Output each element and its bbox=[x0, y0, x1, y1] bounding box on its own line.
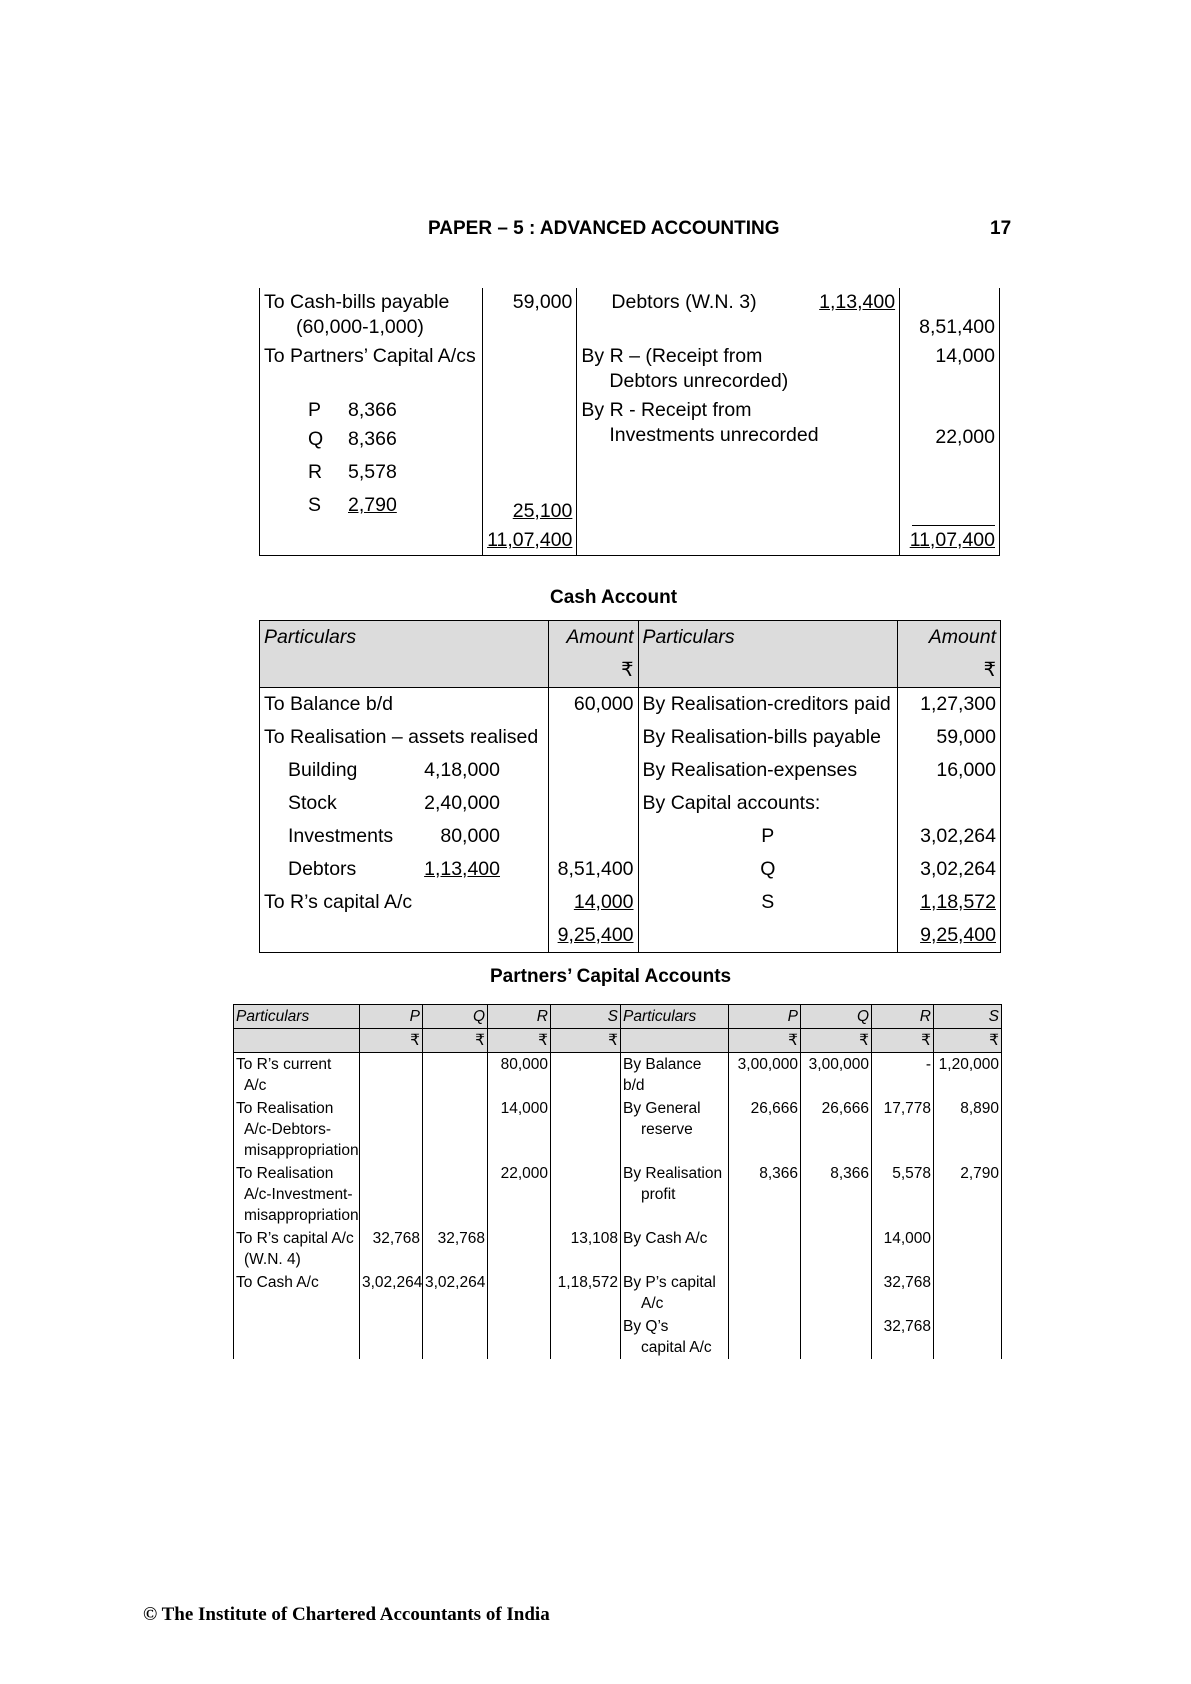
table-cell bbox=[360, 1227, 423, 1271]
cell-text: 8,890 bbox=[960, 1100, 999, 1117]
partners-total: 25,100 bbox=[512, 500, 573, 522]
table-cell bbox=[934, 1271, 1002, 1315]
table-cell bbox=[934, 1053, 1002, 1098]
table-cell bbox=[801, 1097, 872, 1162]
table-cell bbox=[551, 1271, 621, 1315]
capital-rows bbox=[234, 1053, 1002, 1360]
cell-text: By Balance b/d bbox=[623, 1056, 702, 1094]
col-header: Particulars bbox=[234, 1005, 360, 1029]
asset-value: 2,40,000 bbox=[424, 792, 500, 814]
inner-amount: 1,13,400 bbox=[819, 291, 896, 313]
table-row bbox=[234, 1053, 1002, 1098]
table-cell bbox=[815, 288, 900, 342]
cell-text: 26,666 bbox=[821, 1100, 869, 1117]
table-cell: By Realisation-creditors paid bbox=[638, 688, 898, 722]
realisation-continuation-table bbox=[259, 288, 1000, 556]
table-cell bbox=[729, 1162, 801, 1227]
page-title: PAPER – 5 : ADVANCED ACCOUNTING bbox=[428, 218, 780, 239]
table-cell bbox=[488, 1271, 551, 1315]
col-header: Particulars bbox=[638, 621, 898, 655]
rupee-symbol: ₹ bbox=[551, 1029, 621, 1053]
entry-sub: Debtors unrecorded) bbox=[609, 370, 789, 392]
cell-text: 14,000 bbox=[500, 1100, 548, 1117]
cell-text: (W.N. 4) bbox=[244, 1251, 301, 1268]
partner-value: 8,366 bbox=[348, 399, 397, 421]
table-cell bbox=[898, 886, 1001, 919]
table-cell bbox=[234, 1315, 360, 1359]
col-header: Particulars bbox=[260, 621, 549, 655]
table-cell bbox=[872, 1315, 934, 1359]
table-cell bbox=[260, 754, 549, 787]
cell-text: 13,108 bbox=[570, 1230, 618, 1247]
cell-text: 14,000 bbox=[883, 1230, 931, 1247]
table-cell bbox=[488, 1097, 551, 1162]
table-cell bbox=[621, 1271, 729, 1315]
cash-account-table bbox=[259, 620, 1001, 953]
table-cell bbox=[423, 1271, 488, 1315]
cell-text: To R’s current bbox=[236, 1056, 332, 1073]
rupee-symbol: ₹ bbox=[548, 654, 638, 688]
table-cell bbox=[488, 1227, 551, 1271]
partner-value: 8,366 bbox=[348, 428, 397, 450]
table-cell: 1,27,300 bbox=[898, 688, 1001, 722]
table-cell bbox=[260, 787, 549, 820]
table-cell bbox=[898, 919, 1001, 953]
cell-text: 1,18,572 bbox=[557, 1274, 618, 1291]
table-cell bbox=[621, 1053, 729, 1098]
cell-text: 8,366 bbox=[759, 1165, 798, 1182]
page-number: 17 bbox=[990, 218, 1012, 239]
table-cell bbox=[729, 1271, 801, 1315]
rupee-symbol: ₹ bbox=[801, 1029, 872, 1053]
col-header: S bbox=[551, 1005, 621, 1029]
table-cell: 16,000 bbox=[898, 754, 1001, 787]
table-cell bbox=[260, 526, 483, 556]
table-cell: 14,000 bbox=[900, 342, 1000, 396]
table-cell bbox=[548, 886, 638, 919]
table-cell bbox=[551, 1227, 621, 1271]
table-cell bbox=[234, 1227, 360, 1271]
table-cell bbox=[234, 1029, 360, 1053]
table-cell: By Realisation-expenses bbox=[638, 754, 898, 787]
partner-name: S bbox=[308, 494, 322, 516]
table-cell bbox=[423, 1227, 488, 1271]
rupee-symbol: ₹ bbox=[872, 1029, 934, 1053]
table-cell bbox=[548, 754, 638, 787]
cell-text: - bbox=[925, 1056, 931, 1073]
table-cell bbox=[872, 1162, 934, 1227]
table-cell bbox=[548, 787, 638, 820]
table-row bbox=[234, 1162, 1002, 1227]
table-cell bbox=[872, 1271, 934, 1315]
table-cell bbox=[801, 1227, 872, 1271]
table-cell bbox=[360, 1097, 423, 1162]
table-cell bbox=[483, 526, 577, 556]
partner-value: 2,790 bbox=[348, 494, 397, 516]
table-row bbox=[234, 1271, 1002, 1315]
rupee-symbol: ₹ bbox=[934, 1029, 1002, 1053]
cell-text: misappropriation bbox=[244, 1207, 359, 1224]
col-header: R bbox=[488, 1005, 551, 1029]
table-cell bbox=[621, 1029, 729, 1053]
table-cell bbox=[551, 1162, 621, 1227]
credit-total: 9,25,400 bbox=[920, 924, 996, 946]
table-cell bbox=[621, 1315, 729, 1359]
table-cell: 59,000 bbox=[483, 288, 577, 342]
cell-text: misappropriation bbox=[244, 1142, 359, 1159]
cell-text: By General bbox=[623, 1100, 701, 1117]
asset-name: Investments bbox=[288, 825, 394, 847]
cell-text: To R’s capital A/c bbox=[236, 1230, 354, 1247]
cell-text: 3,02,264 bbox=[425, 1274, 486, 1291]
rupee-symbol: ₹ bbox=[423, 1029, 488, 1053]
entry-label: By R - Receipt from bbox=[581, 399, 752, 421]
table-cell bbox=[801, 1053, 872, 1098]
table-cell bbox=[872, 1053, 934, 1098]
cell-text: By Q’s bbox=[623, 1318, 669, 1335]
table-cell: By Capital accounts: bbox=[638, 787, 898, 820]
table-cell bbox=[900, 526, 1000, 556]
table-cell bbox=[551, 1315, 621, 1359]
table-cell bbox=[548, 820, 638, 853]
table-cell bbox=[801, 1315, 872, 1359]
partner-name: Q bbox=[308, 428, 324, 450]
table-cell bbox=[488, 1053, 551, 1098]
cell-text: 5,578 bbox=[892, 1165, 931, 1182]
cell-text: A/c-Debtors- bbox=[244, 1121, 331, 1138]
cell-text: 2,790 bbox=[960, 1165, 999, 1182]
debit-total: 9,25,400 bbox=[557, 924, 634, 946]
entry-sub: Investments unrecorded bbox=[609, 424, 819, 446]
table-cell bbox=[729, 1315, 801, 1359]
cell-text: By P’s capital bbox=[623, 1274, 716, 1291]
table-cell bbox=[260, 919, 549, 953]
cell-text: 32,768 bbox=[883, 1318, 931, 1335]
table-cell: S bbox=[638, 886, 898, 919]
table-cell bbox=[900, 396, 1000, 526]
table-cell bbox=[423, 1162, 488, 1227]
rupee-symbol: ₹ bbox=[729, 1029, 801, 1053]
col-header: Q bbox=[801, 1005, 872, 1029]
cell-text: A/c-Investment- bbox=[244, 1186, 353, 1203]
cell-text: profit bbox=[641, 1186, 676, 1203]
entry-label: To Cash-bills payable bbox=[264, 291, 450, 313]
cell-text: To Realisation bbox=[236, 1100, 334, 1117]
table-cell bbox=[551, 1097, 621, 1162]
table-cell bbox=[577, 342, 900, 396]
col-header: Particulars bbox=[621, 1005, 729, 1029]
table-cell bbox=[423, 1315, 488, 1359]
table-cell bbox=[234, 1271, 360, 1315]
table-cell bbox=[934, 1097, 1002, 1162]
col-header: R bbox=[872, 1005, 934, 1029]
table-cell: P bbox=[638, 820, 898, 853]
table-cell bbox=[488, 1162, 551, 1227]
table-cell bbox=[638, 654, 898, 688]
table-cell: By Realisation-bills payable bbox=[638, 721, 898, 754]
entry-label: By R – (Receipt from bbox=[581, 345, 763, 367]
table-cell bbox=[483, 342, 577, 396]
entry-sub: (60,000-1,000) bbox=[296, 316, 424, 338]
cell-text: By Cash A/c bbox=[623, 1230, 708, 1247]
cell-text: reserve bbox=[641, 1121, 693, 1138]
table-cell bbox=[801, 1271, 872, 1315]
table-cell bbox=[260, 654, 549, 688]
asset-value: 4,18,000 bbox=[424, 759, 500, 781]
cell-text: 8,366 bbox=[830, 1165, 869, 1182]
table-cell bbox=[423, 1097, 488, 1162]
cell-text: 80,000 bbox=[500, 1056, 548, 1073]
table-cell: Q bbox=[638, 853, 898, 886]
table-row bbox=[234, 1227, 1002, 1271]
table-cell bbox=[638, 919, 898, 953]
table-cell bbox=[872, 1227, 934, 1271]
table-cell bbox=[729, 1097, 801, 1162]
table-cell bbox=[360, 1162, 423, 1227]
capital-value: 1,18,572 bbox=[920, 891, 996, 913]
table-cell: To R’s capital A/c bbox=[260, 886, 549, 919]
col-header: P bbox=[360, 1005, 423, 1029]
table-cell bbox=[621, 1097, 729, 1162]
table-cell bbox=[423, 1053, 488, 1098]
table-cell: 8,51,400 bbox=[900, 288, 1000, 342]
table-cell bbox=[898, 787, 1001, 820]
table-cell: 8,51,400 bbox=[548, 853, 638, 886]
table-cell bbox=[621, 1162, 729, 1227]
table-cell bbox=[621, 1227, 729, 1271]
table-cell bbox=[360, 1315, 423, 1359]
table-cell bbox=[488, 1315, 551, 1359]
col-header: Amount bbox=[548, 621, 638, 655]
table-cell bbox=[260, 853, 549, 886]
rupee-symbol: ₹ bbox=[898, 654, 1001, 688]
table-cell bbox=[260, 288, 483, 342]
cell-text: 32,768 bbox=[883, 1274, 931, 1291]
table-row bbox=[234, 1097, 1002, 1162]
cell-text: By Realisation bbox=[623, 1165, 723, 1182]
cell-text: 1,20,000 bbox=[938, 1056, 999, 1073]
cell-text: 3,00,000 bbox=[737, 1056, 798, 1073]
col-header: Q bbox=[423, 1005, 488, 1029]
asset-value: 1,13,400 bbox=[424, 858, 500, 880]
table-cell bbox=[360, 1053, 423, 1098]
asset-name: Debtors bbox=[288, 858, 357, 880]
table-cell: 3,02,264 bbox=[898, 853, 1001, 886]
cell-text: 32,768 bbox=[372, 1230, 420, 1247]
cell-text: A/c bbox=[641, 1295, 664, 1312]
table-cell: 59,000 bbox=[898, 721, 1001, 754]
table-row bbox=[234, 1315, 1002, 1359]
table-cell bbox=[234, 1097, 360, 1162]
r-capital-amount: 14,000 bbox=[573, 891, 634, 913]
table-cell bbox=[260, 820, 549, 853]
table-cell bbox=[934, 1227, 1002, 1271]
table-cell: To Realisation – assets realised bbox=[260, 721, 549, 754]
capital-accounts-title: Partners’ Capital Accounts bbox=[490, 966, 732, 987]
cell-text: 32,768 bbox=[437, 1230, 485, 1247]
credit-total: 11,07,400 bbox=[909, 529, 995, 551]
debit-total: 11,07,400 bbox=[487, 529, 573, 551]
table-cell bbox=[360, 1271, 423, 1315]
table-cell bbox=[872, 1097, 934, 1162]
cell-text: A/c bbox=[244, 1077, 267, 1094]
table-cell: 60,000 bbox=[548, 688, 638, 722]
col-header: Amount bbox=[898, 621, 1001, 655]
rupee-symbol: ₹ bbox=[360, 1029, 423, 1053]
capital-accounts-table bbox=[233, 1004, 1002, 1359]
footer: © The Institute of Chartered Accountants of India bbox=[143, 1604, 550, 1625]
asset-name: Stock bbox=[288, 792, 337, 814]
asset-name: Building bbox=[288, 759, 358, 781]
table-cell bbox=[548, 919, 638, 953]
table-cell bbox=[234, 1162, 360, 1227]
asset-value: 80,000 bbox=[440, 825, 500, 847]
partner-name: R bbox=[308, 461, 323, 483]
cell-text: 26,666 bbox=[750, 1100, 798, 1117]
table-cell bbox=[934, 1315, 1002, 1359]
cell-text: To Realisation bbox=[236, 1165, 334, 1182]
cell-text: 3,02,264 bbox=[362, 1274, 423, 1291]
table-cell bbox=[234, 1053, 360, 1098]
cell-text: To Cash A/c bbox=[236, 1274, 319, 1291]
rupee-symbol: ₹ bbox=[488, 1029, 551, 1053]
table-cell bbox=[729, 1053, 801, 1098]
table-cell bbox=[577, 526, 900, 556]
cell-text: capital A/c bbox=[641, 1339, 712, 1356]
table-cell bbox=[801, 1162, 872, 1227]
table-cell: 3,02,264 bbox=[898, 820, 1001, 853]
cell-text: 3,00,000 bbox=[808, 1056, 869, 1073]
table-cell bbox=[729, 1227, 801, 1271]
cell-text: 22,000 bbox=[500, 1165, 548, 1182]
table-cell bbox=[934, 1162, 1002, 1227]
table-cell bbox=[551, 1053, 621, 1098]
cash-account-title: Cash Account bbox=[550, 587, 678, 608]
table-cell bbox=[548, 721, 638, 754]
col-header: P bbox=[729, 1005, 801, 1029]
table-cell: Debtors (W.N. 3) bbox=[577, 288, 815, 342]
partner-value: 5,578 bbox=[348, 461, 397, 483]
credit-amount: 22,000 bbox=[935, 426, 995, 448]
partner-name: P bbox=[308, 399, 322, 421]
table-cell bbox=[483, 396, 577, 526]
table-cell: To Partners’ Capital A/cs bbox=[260, 342, 483, 396]
table-cell bbox=[577, 396, 900, 526]
cell-text: 17,778 bbox=[883, 1100, 931, 1117]
col-header: S bbox=[934, 1005, 1002, 1029]
table-cell: To Balance b/d bbox=[260, 688, 549, 722]
table-cell bbox=[260, 396, 483, 526]
